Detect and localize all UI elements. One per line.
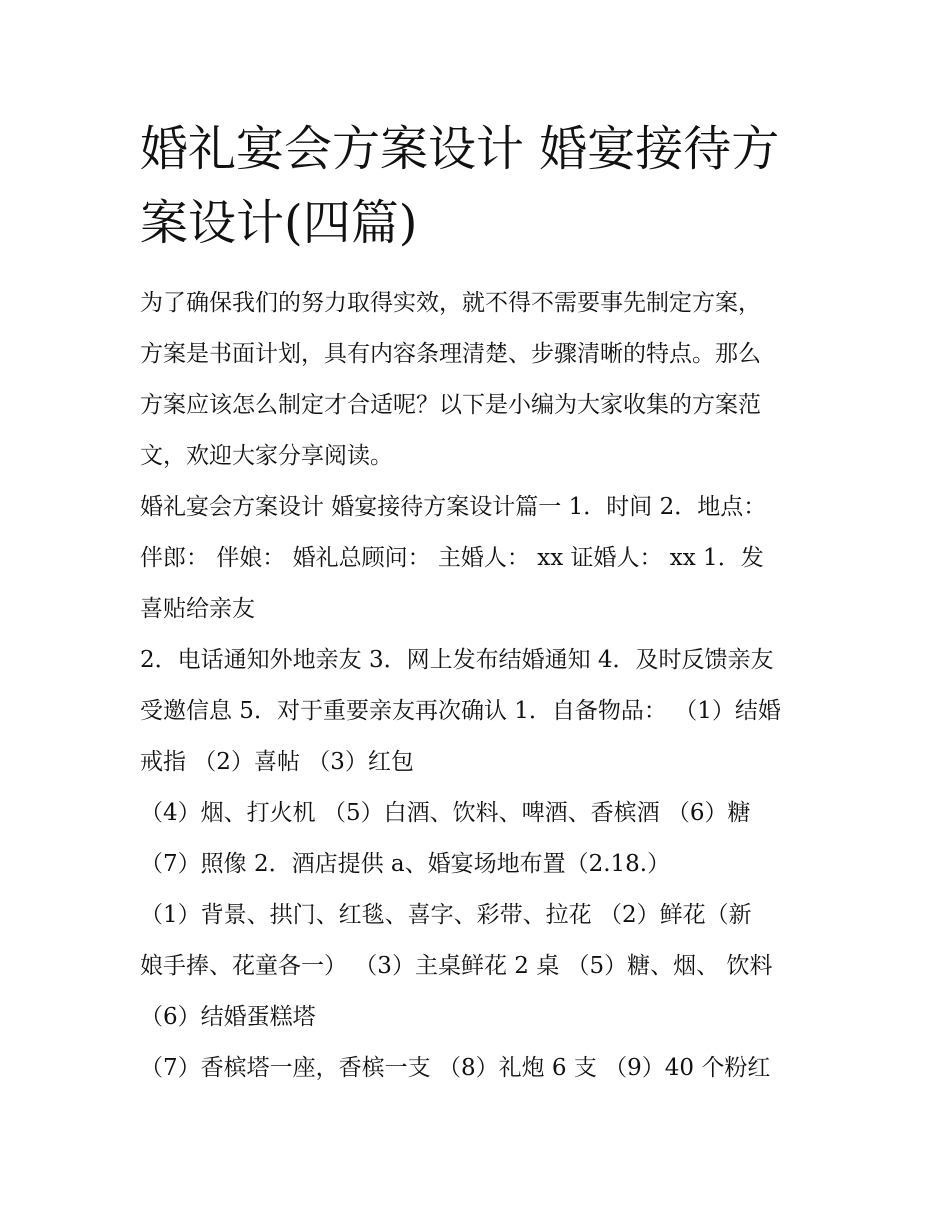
body-line: 娘手捧、花童各一） （3）主桌鲜花 2 桌 （5）糖、烟、 饮料 [140, 953, 773, 979]
body-line: 喜贴给亲友 [140, 596, 255, 622]
body-line: 为了确保我们的努力取得实效，就不得不需要事先制定方案， [140, 290, 761, 316]
body-line: （6）结婚蛋糕塔 [140, 1004, 316, 1030]
body-line: （7）照像 2．酒店提供 a、婚宴场地布置（2.18.） [140, 851, 671, 877]
body-line: （7）香槟塔一座，香槟一支 （8）礼炮 6 支 （9）40 个粉红 [140, 1055, 771, 1081]
body-line: （1）背景、拱门、红毯、喜字、彩带、拉花 （2）鲜花（新 [140, 902, 752, 928]
body-line: 婚礼宴会方案设计 婚宴接待方案设计篇一 1．时间 2．地点： [140, 494, 767, 520]
body-line: 受邀信息 5．对于重要亲友再次确认 1．自备物品： （1）结婚 [140, 698, 781, 724]
document-title: 婚礼宴会方案设计 婚宴接待方 案设计(四篇) [140, 121, 780, 251]
body-line: 2．电话通知外地亲友 3．网上发布结婚通知 4．及时反馈亲友 [140, 647, 774, 673]
document-body [140, 278, 830, 1094]
body-line: 戒指 （2）喜帖 （3）红包 [140, 749, 414, 775]
body-line: 文，欢迎大家分享阅读。 [140, 443, 393, 469]
body-line: 方案是书面计划，具有内容条理清楚、步骤清晰的特点。那么 [140, 341, 761, 367]
body-line: 方案应该怎么制定才合适呢？以下是小编为大家收集的方案范 [140, 392, 761, 418]
body-line: 伴郎： 伴娘： 婚礼总顾问： 主婚人： xx 证婚人： xx 1．发 [140, 545, 764, 571]
body-line: （4）烟、打火机 （5）白酒、饮料、啤酒、香槟酒 （6）糖 [140, 800, 751, 826]
